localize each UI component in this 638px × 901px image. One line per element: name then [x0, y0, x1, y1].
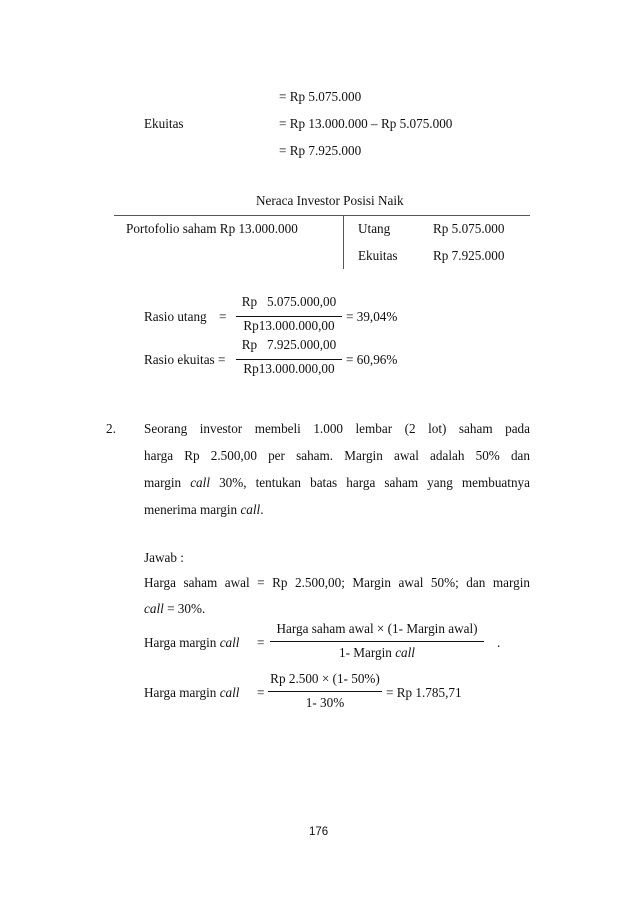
- formula-1-fraction: [270, 621, 484, 663]
- answer-label: Jawab :: [144, 550, 184, 565]
- formula-1-lhs: [144, 635, 239, 651]
- table-top-rule: [114, 215, 530, 216]
- formula-2-lhs-text: Harga margin: [144, 685, 220, 700]
- formula-1-period: .: [497, 635, 501, 650]
- table-row-ekuitas-label: Ekuitas: [358, 248, 398, 263]
- answer-line-2-italic: call: [144, 601, 164, 616]
- ratio-utang-numerator: Rp 5.075.000,00: [241, 294, 337, 309]
- problem-line-1: Seorang investor membeli 1.000 lembar (2 lot) saham pada: [144, 421, 530, 436]
- fraction-bar: [236, 316, 342, 317]
- ratio-utang-label: Rasio utang: [144, 309, 207, 324]
- ratio-utang-denominator: Rp13.000.000,00: [243, 318, 335, 333]
- answer-line-2: [144, 601, 205, 617]
- problem-line-4-pre: menerima margin: [144, 502, 241, 517]
- formula-2-numerator: Rp 2.500 × (1- 50%): [270, 671, 380, 686]
- table-left-cell: Portofolio saham Rp 13.000.000: [126, 221, 298, 236]
- problem-line-2: harga Rp 2.500,00 per saham. Margin awal adalah 50% dan: [144, 448, 530, 463]
- problem-line-3-italic: call: [190, 475, 210, 490]
- table-row-utang-value: Rp 5.075.000: [433, 221, 505, 236]
- ratio-utang-equals: =: [219, 309, 227, 324]
- fraction-bar: [236, 359, 342, 360]
- formula-2-denominator: 1- 30%: [305, 695, 345, 710]
- formula-2-result: = Rp 1.785,71: [386, 685, 462, 700]
- formula-1-denominator-text: 1- Margin: [339, 645, 396, 660]
- problem-line-3: [144, 475, 530, 491]
- problem-line-4-post: .: [260, 502, 264, 517]
- fraction-bar: [268, 691, 382, 692]
- page-number: 176: [309, 826, 329, 838]
- formula-1-numerator: Harga saham awal × (1- Margin awal): [276, 621, 478, 636]
- formula-1-denominator: [270, 645, 484, 661]
- formula-1-lhs-italic: call: [219, 635, 240, 650]
- problem-line-3-pre: margin: [144, 475, 191, 490]
- ratio-utang-fraction: [236, 294, 342, 336]
- formula-2-lhs-italic: call: [219, 685, 240, 700]
- formula-1-equals: =: [257, 635, 265, 650]
- formula-2-fraction: [268, 671, 382, 713]
- ratio-utang-result: = 39,04%: [346, 309, 398, 324]
- ratio-ekuitas-numerator: Rp 7.925.000,00: [241, 337, 337, 352]
- equity-label: Ekuitas: [144, 116, 184, 131]
- ratio-ekuitas-denominator: Rp13.000.000,00: [243, 361, 335, 376]
- problem-line-4: [144, 502, 264, 518]
- table-title: Neraca Investor Posisi Naik: [256, 193, 404, 208]
- table-divider: [343, 215, 344, 269]
- equity-calculation-line: = Rp 13.000.000 – Rp 5.075.000: [279, 116, 453, 131]
- ratio-ekuitas-fraction: [236, 337, 342, 379]
- fraction-bar: [270, 641, 484, 642]
- formula-2-equals: =: [257, 685, 265, 700]
- formula-1-lhs-text: Harga margin: [144, 635, 220, 650]
- ratio-ekuitas-result: = 60,96%: [346, 352, 398, 367]
- answer-line-2-post: = 30%.: [163, 601, 206, 616]
- problem-number: 2.: [106, 421, 116, 436]
- table-row-ekuitas-value: Rp 7.925.000: [433, 248, 505, 263]
- answer-line-1: Harga saham awal = Rp 2.500,00; Margin awal 50%; dan margin: [144, 575, 530, 590]
- liability-value-line: = Rp 5.075.000: [279, 89, 362, 104]
- problem-line-4-italic: call: [240, 502, 261, 517]
- ratio-ekuitas-label: Rasio ekuitas =: [144, 352, 226, 367]
- formula-2-lhs: [144, 685, 239, 701]
- table-row-utang-label: Utang: [358, 221, 391, 236]
- problem-line-3-post: 30%, tentukan batas harga saham yang membuatnya: [209, 475, 530, 490]
- formula-1-denominator-italic: call: [395, 645, 415, 660]
- equity-result-line: = Rp 7.925.000: [279, 143, 362, 158]
